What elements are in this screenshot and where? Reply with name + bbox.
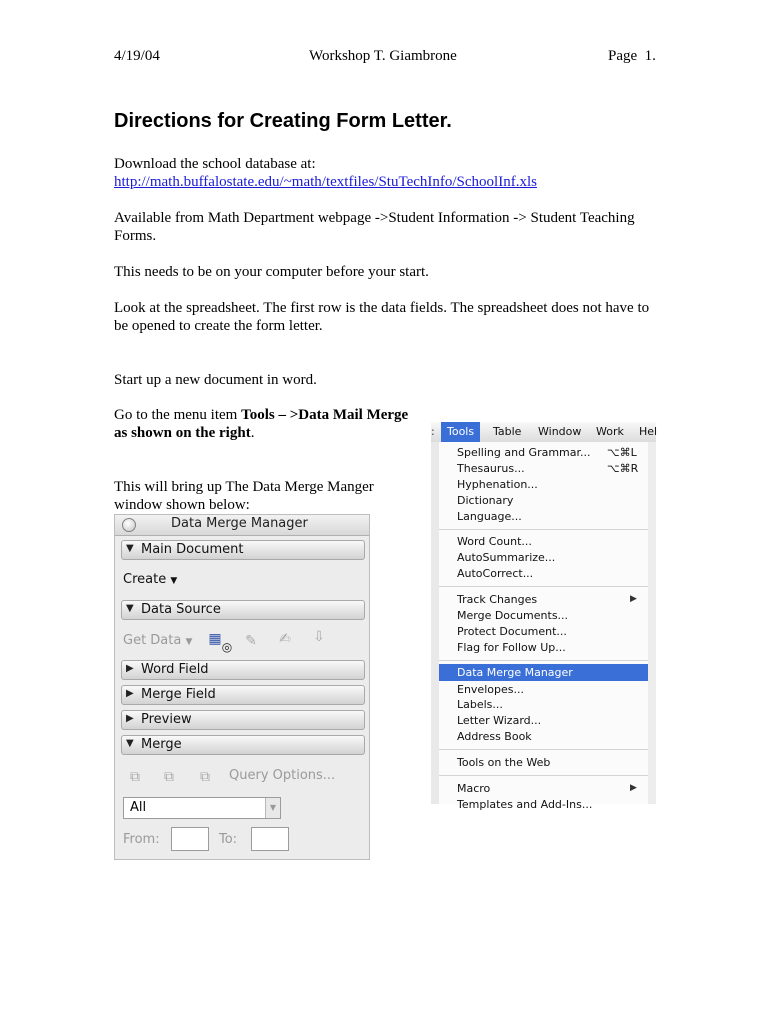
menu-item-data-merge-manager[interactable]: Data Merge Manager	[457, 666, 573, 679]
menu-item-spelling[interactable]: Spelling and Grammar...	[457, 446, 591, 459]
disclosure-down-icon: ▼	[126, 603, 134, 614]
submenu-arrow-icon: ▶	[630, 783, 637, 793]
paragraph-spreadsheet-line2: be opened to create the form letter.	[114, 318, 323, 334]
main-document-label: Main Document	[141, 542, 244, 557]
menu-item-hyphenation[interactable]: Hyphenation...	[457, 478, 538, 491]
menu-item-pre: Go to the menu item	[114, 407, 242, 423]
menu-item-dictionary[interactable]: Dictionary	[457, 494, 514, 507]
create-button[interactable]	[123, 572, 177, 587]
paragraph-download: Download the school database at:	[114, 156, 316, 172]
import-icon[interactable]: ⇩	[313, 629, 325, 645]
menu-item-thesaurus[interactable]: Thesaurus...	[457, 462, 525, 475]
dmm-titlebar	[115, 515, 369, 536]
menu-separator	[439, 749, 648, 750]
page-title: Directions for Creating Form Letter.	[114, 110, 452, 132]
menu-item-language[interactable]: Language...	[457, 510, 522, 523]
background-toolbar-strip	[648, 442, 656, 804]
preview-label: Preview	[141, 712, 192, 727]
paragraph-start: Start up a new document in word.	[114, 372, 317, 388]
menu-item-autocorrect[interactable]: AutoCorrect...	[457, 567, 534, 580]
paragraph-menu-item-line2	[114, 424, 254, 442]
as-shown-period: .	[250, 425, 255, 441]
as-shown-bold: as shown on the right	[114, 425, 251, 441]
dropdown-arrow-icon: ▼	[185, 637, 193, 647]
menu-table[interactable]: Table	[493, 425, 522, 438]
paragraph-available: Available from Math Department webpage ->Student Information -> Student Teaching	[114, 210, 635, 226]
disclosure-right-icon: ▶	[126, 713, 134, 724]
merge-field-section[interactable]	[121, 685, 365, 705]
from-label: From:	[123, 832, 160, 847]
disclosure-down-icon: ▼	[126, 543, 134, 554]
data-source-section[interactable]	[121, 600, 365, 620]
word-field-label: Word Field	[141, 662, 209, 677]
database-link[interactable]: http://math.buffalostate.edu/~math/textfiles/StuTechInfo/SchoolInf.xls	[114, 174, 537, 190]
paragraph-menu-item	[114, 406, 408, 424]
menu-item-flag[interactable]: Flag for Follow Up...	[457, 641, 566, 654]
query-options-button[interactable]: Query Options...	[229, 768, 336, 783]
edit-data-source-icon[interactable]: ✎	[245, 633, 257, 649]
tools-menu-screenshot	[431, 422, 658, 811]
close-icon[interactable]	[122, 518, 136, 532]
disclosure-right-icon: ▶	[126, 663, 134, 674]
record-range-value: All	[130, 800, 147, 815]
disclosure-right-icon: ▶	[126, 688, 134, 699]
menu-item-track-changes[interactable]: Track Changes	[457, 593, 538, 606]
merge-to-document-icon[interactable]: ⧉	[130, 769, 140, 785]
find-binoculars-icon[interactable]: ◎	[221, 640, 233, 654]
menu-help[interactable]: Hel	[639, 425, 658, 438]
chevron-down-icon: ▼	[265, 798, 280, 818]
merge-field-label: Merge Field	[141, 687, 216, 702]
disclosure-down-icon: ▼	[126, 738, 134, 749]
paragraph-spreadsheet: Look at the spreadsheet. The first row is the data fields. The spreadsheet does not have to	[114, 300, 650, 316]
create-label: Create	[123, 572, 167, 587]
menu-item-letter-wizard[interactable]: Letter Wizard...	[457, 714, 542, 727]
menu-item-word-count[interactable]: Word Count...	[457, 535, 532, 548]
paragraph-computer: This needs to be on your computer before your start.	[114, 264, 429, 280]
menu-work[interactable]: Work	[596, 425, 624, 438]
menu-separator	[439, 660, 648, 661]
menu-item-macro[interactable]: Macro	[457, 782, 491, 795]
merge-label: Merge	[141, 737, 182, 752]
menu-item-tools-on-web[interactable]: Tools on the Web	[457, 756, 551, 769]
header-page: Page 1.	[608, 48, 656, 64]
word-field-section[interactable]	[121, 660, 365, 680]
menu-item-envelopes[interactable]: Envelopes...	[457, 683, 524, 696]
menu-item-templates[interactable]: Templates and Add-Ins...	[457, 798, 593, 811]
get-data-label: Get Data	[123, 633, 182, 648]
data-merge-manager-window	[114, 514, 370, 860]
menu-bar-fragment: :	[431, 425, 435, 438]
paragraph-bring-up-line2: window shown below:	[114, 497, 250, 513]
dmm-title: Data Merge Manager	[171, 516, 308, 531]
to-field[interactable]	[251, 827, 289, 851]
menu-tools[interactable]: Tools	[441, 422, 480, 442]
menu-item-address-book[interactable]: Address Book	[457, 730, 532, 743]
submenu-arrow-icon: ▶	[630, 594, 637, 604]
menu-item-protect-document[interactable]: Protect Document...	[457, 625, 567, 638]
menu-bar	[431, 422, 656, 443]
edit-document-icon[interactable]: ✍	[279, 631, 291, 647]
merge-to-printer-icon[interactable]: ⧉	[164, 769, 174, 785]
merge-to-email-icon[interactable]: ⧉	[200, 769, 210, 785]
dropdown-arrow-icon: ▼	[170, 576, 178, 586]
menu-separator	[439, 586, 648, 587]
data-source-label: Data Source	[141, 602, 221, 617]
menu-item-bold: Tools – >Data Mail Merge	[241, 407, 409, 423]
menu-window[interactable]: Window	[538, 425, 582, 438]
menu-separator	[439, 775, 648, 776]
menu-separator	[439, 529, 648, 530]
shortcut-thesaurus: ⌥⌘R	[607, 462, 639, 475]
record-range-select[interactable]	[123, 797, 281, 819]
menu-item-autosummarize[interactable]: AutoSummarize...	[457, 551, 556, 564]
header-date: 4/19/04	[114, 48, 160, 64]
paragraph-available-line2: Forms.	[114, 228, 157, 244]
paragraph-bring-up: This will bring up The Data Merge Manger	[114, 479, 374, 495]
get-data-button[interactable]	[123, 633, 192, 648]
header-title: Workshop T. Giambrone	[309, 48, 457, 64]
menu-item-merge-documents[interactable]: Merge Documents...	[457, 609, 569, 622]
from-field[interactable]	[171, 827, 209, 851]
database-icon[interactable]: ▦	[208, 631, 222, 647]
shortcut-spelling: ⌥⌘L	[607, 446, 637, 459]
main-document-section[interactable]	[121, 540, 365, 560]
preview-section[interactable]	[121, 710, 365, 730]
merge-section[interactable]	[121, 735, 365, 755]
menu-item-labels[interactable]: Labels...	[457, 698, 503, 711]
to-label: To:	[219, 832, 238, 847]
